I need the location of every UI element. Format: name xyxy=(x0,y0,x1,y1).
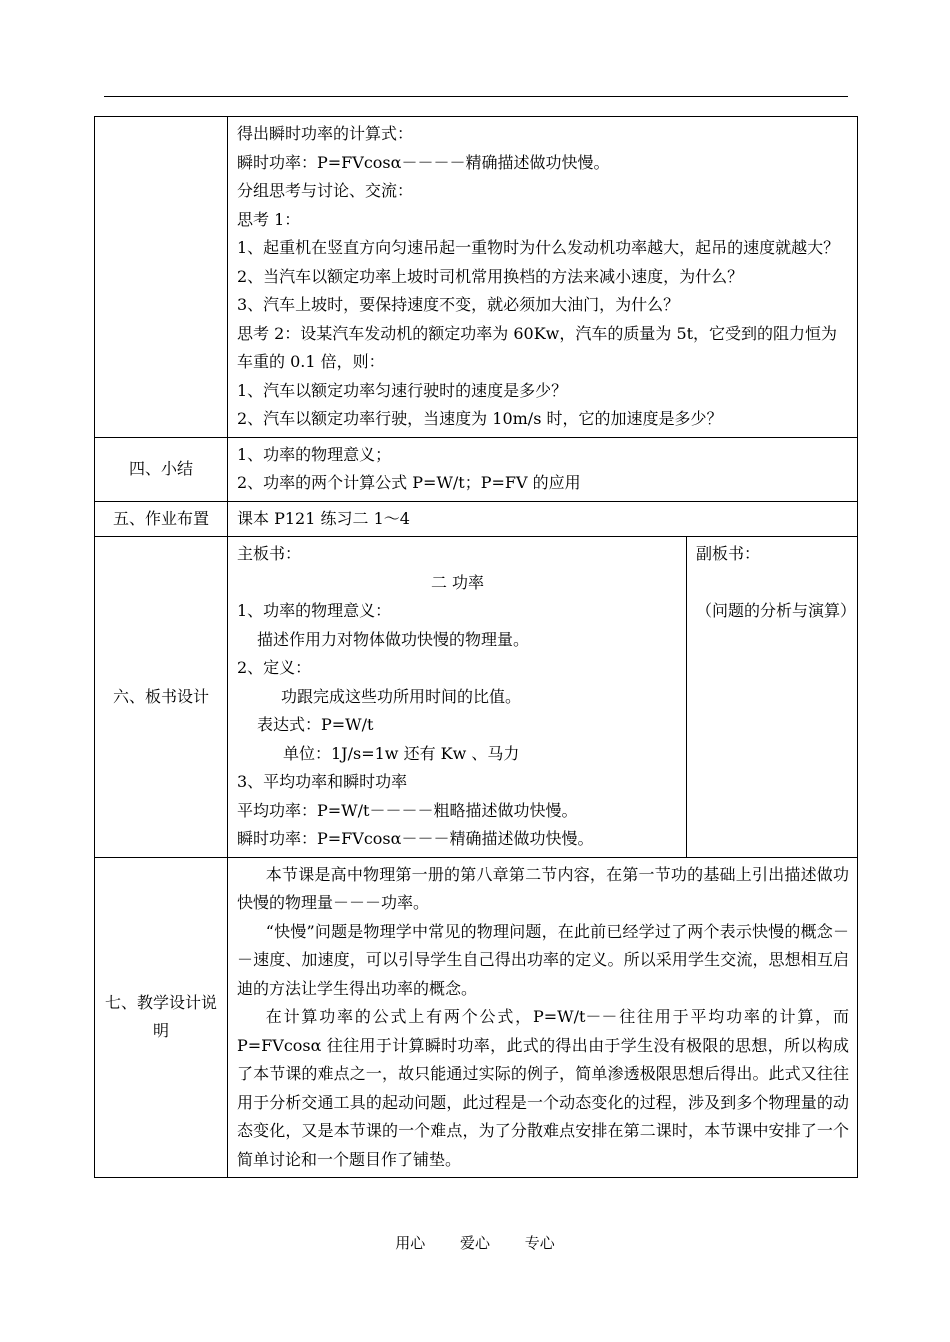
side-board xyxy=(687,537,858,858)
text-line: 瞬时功率：P=FVcosα－－－精确描述做功快慢。 xyxy=(237,829,594,848)
paragraph: 在计算功率的公式上有两个公式，P=W/t－－往往用于平均功率的计算，而 P=FVcosα 往往用于计算瞬时功率，此式的得出由于学生没有极限的思想，所以构成了本节课的难点之一，故只能通过实际的例子，简单渗透极限思想后得出。此式又往往用于分析交通工具的起动问题，此过程是一个动态变化的过程，涉及到多个物理量的动态变化，又是本节课的一个难点，为了分散难点安排在第二课时，本节课中安排了一个简单讨论和一个题目作了铺垫。 xyxy=(237,1007,849,1169)
footer-text: 用心 xyxy=(395,1234,426,1252)
footer-text: 专心 xyxy=(524,1234,555,1252)
text-line: 1、起重机在竖直方向匀速吊起一重物时为什么发动机功率越大，起吊的速度就越大？ xyxy=(237,238,840,257)
row-board-design-label: 六、板书设计 xyxy=(95,537,228,858)
main-board-heading: 主板书： xyxy=(237,544,302,563)
text-line: 思考 2：设某汽车发动机的额定功率为 60Kw，汽车的质量为 5t，它受到的阻力恒为车重的 0.1 倍，则： xyxy=(237,323,838,371)
text-line: 得出瞬时功率的计算式： xyxy=(237,124,414,143)
row-summary-label: 四、小结 xyxy=(95,437,228,501)
row-design-notes-content xyxy=(228,857,858,1178)
paragraph: “快慢”问题是物理学中常见的物理问题，在此前已经学过了两个表示快慢的概念－－速度、加速度，可以引导学生自己得出功率的定义。所以采用学生交流，思想相互启迪的方法让学生得出功率的概念。 xyxy=(237,921,849,998)
text-line: 表达式：P=W/t xyxy=(257,715,374,734)
text-line: 1、汽车以额定功率匀速行驶时的速度是多少？ xyxy=(237,380,568,400)
row-board-design xyxy=(95,537,858,858)
board-title: 二 功率 xyxy=(430,572,485,592)
spacer xyxy=(696,569,849,598)
row-instant-power-content xyxy=(228,117,858,438)
text-line: 单位：1J/s=1w 还有 Kw 、马力 xyxy=(283,743,520,763)
text-line: 2、定义： xyxy=(237,658,312,677)
row-homework-content xyxy=(228,501,858,537)
paragraph: 本节课是高中物理第一册的第八章第二节内容，在第一节功的基础上引出描述做功快慢的物理量－－－功率。 xyxy=(237,864,849,912)
text-line: 分组思考与讨论、交流： xyxy=(237,181,414,200)
lesson-plan-table xyxy=(94,116,858,1178)
footer-text: 爱心 xyxy=(459,1234,490,1252)
row-homework xyxy=(95,501,858,537)
header-rule xyxy=(104,96,848,97)
text-line: 描述作用力对物体做功快慢的物理量。 xyxy=(257,629,530,649)
text-line: 1、功率的物理意义； xyxy=(237,444,392,464)
row-design-notes-label: 七、教学设计说明 xyxy=(95,857,228,1178)
text-line: 瞬时功率：P=FVcosα－－－－精确描述做功快慢。 xyxy=(237,152,610,172)
text-line: 思考 1： xyxy=(237,209,301,229)
text-line: 功跟完成这些功所用时间的比值。 xyxy=(281,686,522,706)
row-summary xyxy=(95,437,858,501)
row-instant-power-label xyxy=(95,117,228,438)
text-line: 2、功率的两个计算公式 P=W/t；P=FV 的应用 xyxy=(237,473,581,492)
row-instant-power xyxy=(95,117,858,438)
row-summary-content xyxy=(228,437,858,501)
text-line: 1、功率的物理意义： xyxy=(237,601,392,620)
text-line: 平均功率：P=W/t－－－－粗略描述做功快慢。 xyxy=(237,800,578,820)
text-line: 3、汽车上坡时，要保持速度不变，就必须加大油门，为什么？ xyxy=(237,295,680,314)
text-line: 2、汽车以额定功率行驶，当速度为 10m/s 时，它的加速度是多少？ xyxy=(237,409,723,428)
text-line: 3、平均功率和瞬时功率 xyxy=(237,772,408,791)
side-board-note: （问题的分析与演算） xyxy=(696,601,857,620)
side-board-heading: 副板书： xyxy=(696,544,761,563)
row-design-notes xyxy=(95,857,858,1178)
row-homework-label: 五、作业布置 xyxy=(95,501,228,537)
text-line: 2、当汽车以额定功率上坡时司机常用换档的方法来减小速度，为什么？ xyxy=(237,266,744,286)
text-line: 课本 P121 练习二 1～4 xyxy=(237,508,410,528)
page-footer xyxy=(0,1232,950,1253)
main-board xyxy=(228,537,687,858)
